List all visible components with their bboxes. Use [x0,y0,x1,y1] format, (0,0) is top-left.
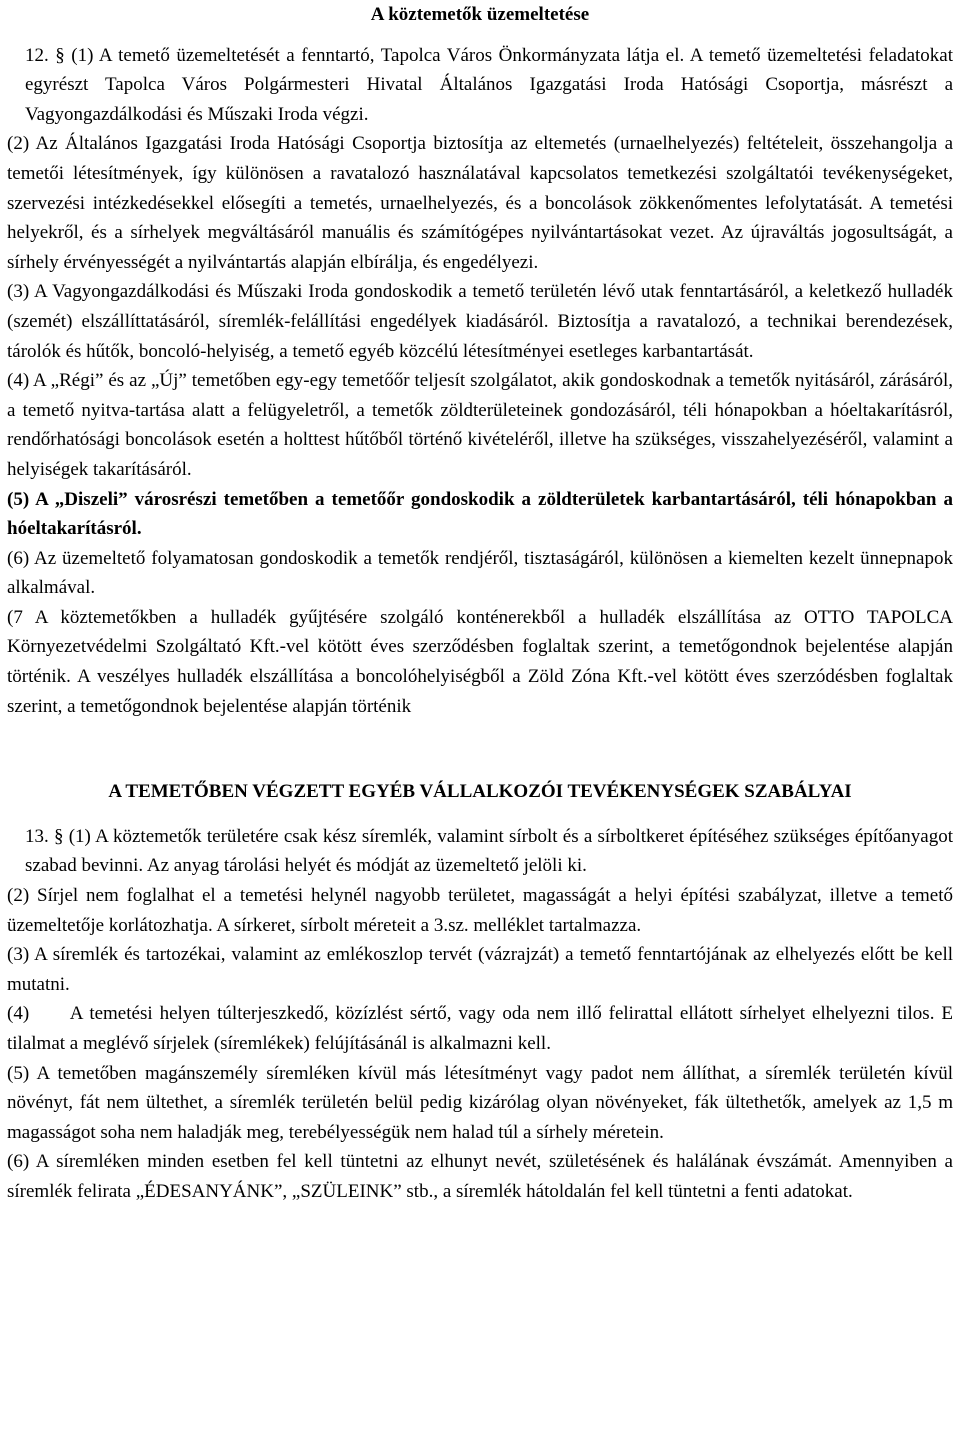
section-title-vallalkozoi: A TEMETŐBEN VÉGZETT EGYÉB VÁLLALKOZÓI TEVÉKENYSÉGEK SZABÁLYAI [108,781,852,803]
paragraph-13-4: (4) A temetési helyen túlterjeszkedő, közízlést sértő, vagy oda nem illő felirattal ellátott sírhelyet elhelyezni tilos. E tilalmat a meglévő sírjelek (síremlékek) felújításánál is alkalmazni kell. [7,1003,958,1054]
paragraph-13-5: (5) A temetőben magánszemély síremléken kívül más létesítményt vagy padot nem állíthat, a síremlék területén kívül növényt, fát nem ültethet, a síremlék területén belül pedig kizárólag olyan növényeket, fák ültethetők, amelyek az 1,5 m magasságot soha nem haladják meg, terebélyességük nem halad túl a sírhely méretein. [7,1062,953,1143]
paragraph-12-5: (5) A „Diszeli” városrészi temetőben a temetőőr gondoskodik a zöldterületek karbantartásáról, téli hónapokban a hóeltakarításról. [7,488,953,540]
paragraph-13-2: (2) Sírjel nem foglalhat el a temetési helynél nagyobb területet, magasságát a helyi építési szabályzat, illetve a temető üzemeltetője korlátozhatja. A sírkeret, sírbolt méreteit a 3.sz. melléklet tartalmazza. [7,885,953,936]
paragraph-12-3: (3) A Vagyongazdálkodási és Műszaki Iroda gondoskodik a temető területén lévő utak fenntartásáról, a keletkező hulladék (szemét) elszállíttatásáról, síremlék-felállítási engedélyek kiadásáról. Biztosítja a ravatalozó, a technikai berendezések, tárolók és hűtők, boncoló-helyiség, a temető egyéb közcélú létesítményei esetleges karbantartását. [7,281,953,362]
paragraph-13-6: (6) A síremléken minden esetben fel kell tüntetni az elhunyt nevét, születésének és halálának évszámát. Amennyiben a síremlék felirata „ÉDESANYÁNK”, „SZÜLEINK” stb., a síremlék hátoldalán fel kell tüntetni a fenti adatokat. [7,1151,953,1202]
section-title-koztemetok: A köztemetők üzemeltetése [370,4,590,25]
paragraph-13-3: (3) A síremlék és tartozékai, valamint az emlékoszlop tervét (vázrajzát) a temető fenntartójának az elhelyezés előtt be kell mutatni. [7,944,953,995]
paragraph-12-7: (7 A köztemetőkben a hulladék gyűjtésére szolgáló konténerekből a hulladék elszállítása az OTTO TAPOLCA Környezetvédelmi Szolgáltató Kft.-vel kötött éves szerződésben foglaltak szerint, a temetőgondnok bejelentése alapján történik. A veszélyes hulladék elszállítása a boncolóhelyiségből a Zöld Zóna Kft.-vel kötött éves szerzódésben foglaltak szerint, a temetőgondnok bejelentése alapján történik [7,606,953,717]
paragraph-12-2: (2) Az Általános Igazgatási Iroda Hatósági Csoportja biztosítja az eltemetés (urnaelhelyezés) feltételeit, összehangolja a temetői létesítmények, így különösen a ravatalozó használatával kapcsolatos temetkezési szolgáltatói tevékenységeket, szervezési intézkedésekkel elősegíti a temetés, urnaelhelyezés, és a boncolások zökkenőmentes lefolytatását. A temetési helyekről, és a sírhelyek megváltásáról manuális és számítógépes nyilvántartásokat vezet. Az újraváltás jogosultságát, a sírhely érvényességét a nyilvántartás alapján elbírálja, és engedélyezi. [7,133,953,273]
paragraph-12-6: (6) Az üzemeltető folyamatosan gondoskodik a temetők rendjéről, tisztaságáról, különösen a kiemelten kezelt ünnepnapok alkalmával. [7,547,953,599]
paragraph-12-4: (4) A „Régi” és az „Új” temetőben egy-egy temetőőr teljesít szolgálatot, akik gondoskodnak a temetők nyitásáról, zárásáról, a temető nyitva-tartása alatt a felügyeletről, a temetők zöldterületeinek gondozásáról, téli hónapokban a hóeltakarításról, rendőrhatósági boncolások esetén a holttest hűtőből történő kivételéről, illetve ha szükséges, visszahelyezéséről, valamint a helyiségek takarításáról. [7,370,953,480]
paragraph-13-1: 13. § (1) A köztemetők területére csak kész síremlék, valamint sírbolt és a sírboltkeret építéséhez szükséges építőanyagot szabad bevinni. Az anyag tárolási helyét és módját az üzemeltető jelöli ki. [25,825,953,877]
paragraph-12-1: 12. § (1) A temető üzemeltetését a fenntartó, Tapolca Város Önkormányzata látja el. A temető üzemeltetési feladatokat egyrészt Tapolca Város Polgármesteri Hivatal Általános Igazgatási Iroda Hatósági Csoportja, másrészt a Vagyongazdálkodási és Műszaki Iroda végzi. [25,44,953,125]
